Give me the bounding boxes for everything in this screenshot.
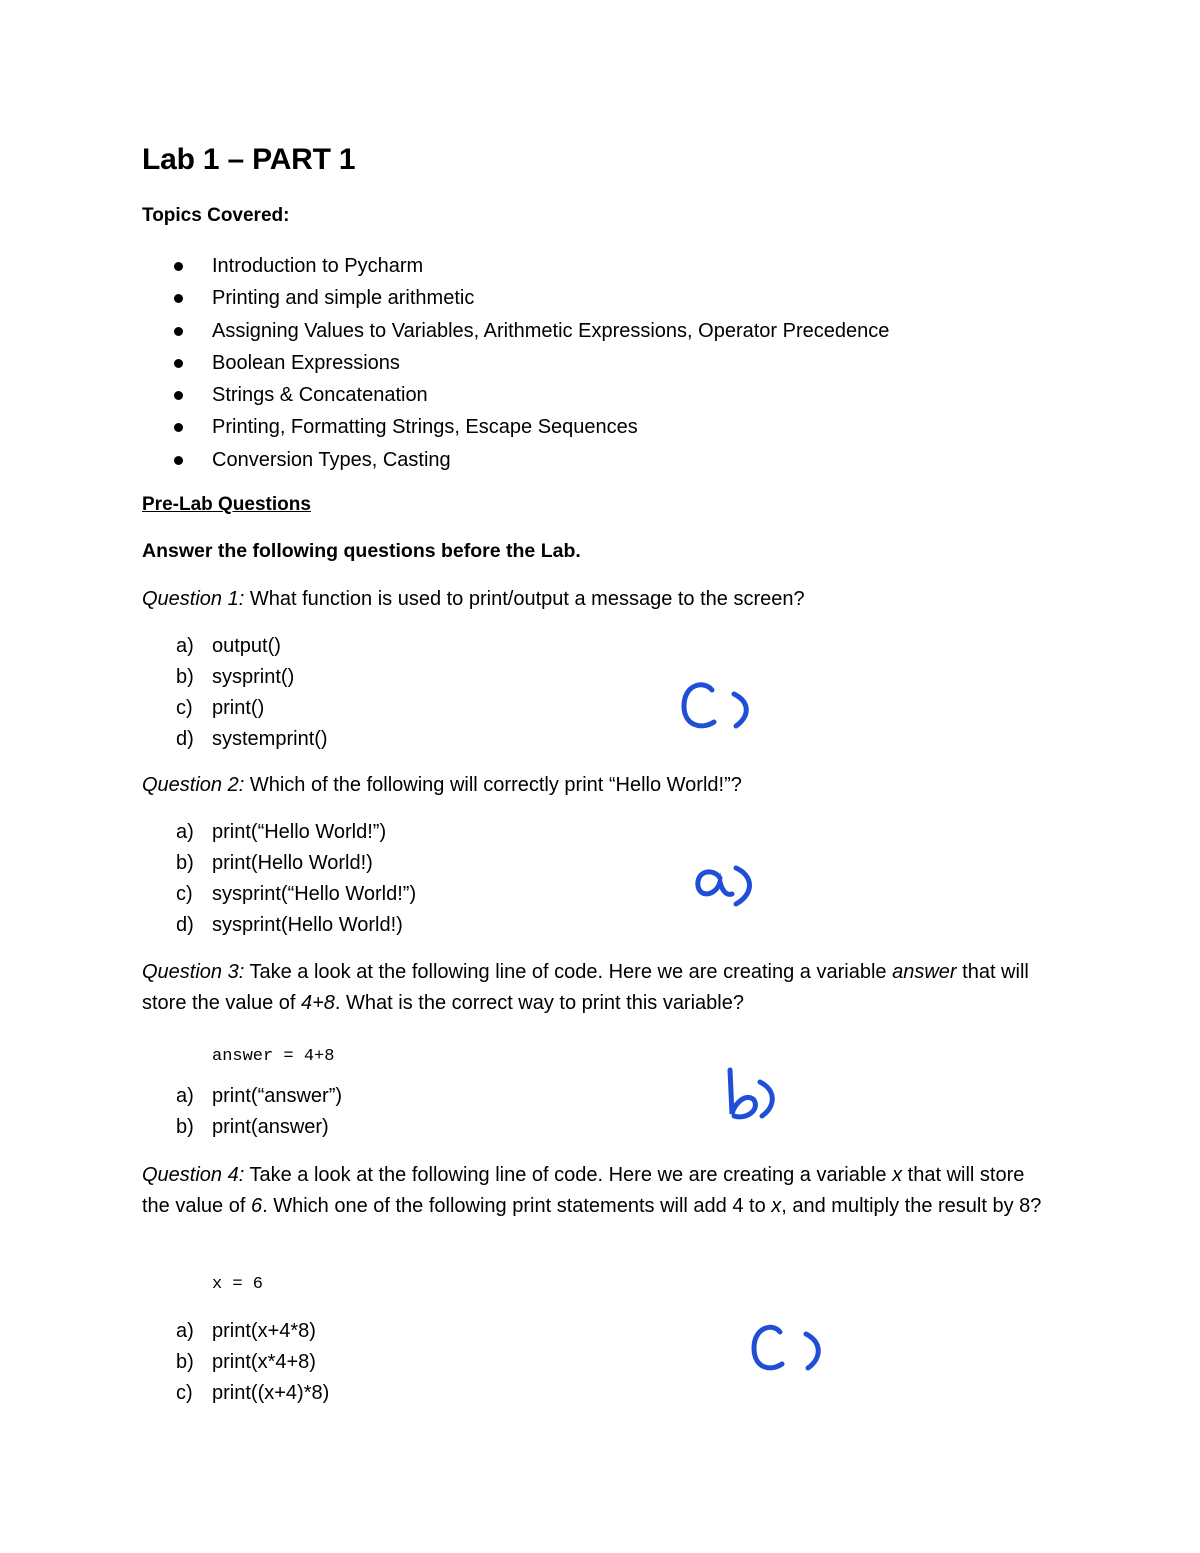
option-item: a) output() xyxy=(176,635,281,657)
handwritten-answer-b-icon xyxy=(716,1064,782,1126)
list-item: Assigning Values to Variables, Arithmetic Expressions, Operator Precedence xyxy=(168,315,889,347)
option-item: a) print(“answer”) xyxy=(176,1085,343,1107)
topics-list xyxy=(168,250,889,476)
option-item: c) print((x+4)*8) xyxy=(176,1382,330,1404)
option-item: b) sysprint() xyxy=(176,666,295,688)
bullet-icon xyxy=(174,391,183,400)
list-item: Printing, Formatting Strings, Escape Sequences xyxy=(168,411,889,443)
question-4-options xyxy=(176,1316,329,1409)
question-1-text: Question 1: What function is used to print/output a message to the screen? xyxy=(142,588,805,610)
option-item: b) print(x*4+8) xyxy=(176,1351,316,1373)
prelab-instruction: Answer the following questions before the Lab. xyxy=(142,540,581,562)
page-title: Lab 1 – PART 1 xyxy=(142,143,356,176)
question-1-options xyxy=(176,631,328,755)
option-item: c) sysprint(“Hello World!”) xyxy=(176,883,417,905)
handwritten-answer-c-icon xyxy=(676,676,760,736)
list-item: Boolean Expressions xyxy=(168,347,889,379)
bullet-icon xyxy=(174,294,183,303)
bullet-icon xyxy=(174,456,183,465)
option-item: a) print(x+4*8) xyxy=(176,1320,316,1342)
prelab-heading: Pre-Lab Questions xyxy=(142,494,311,515)
code-line: answer = 4+8 xyxy=(212,1047,335,1066)
question-4-text: Question 4: Take a look at the following line of code. Here we are creating a variable x that will store the value of 6. Which one of the following print statements will add 4 to x, and multiply the result by 8? xyxy=(142,1164,1042,1217)
option-item: b) print(Hello World!) xyxy=(176,852,373,874)
bullet-icon xyxy=(174,423,183,432)
option-item: d) sysprint(Hello World!) xyxy=(176,914,403,936)
list-item: Introduction to Pycharm xyxy=(168,250,889,282)
handwritten-answer-c-icon xyxy=(746,1320,830,1378)
question-3-text: Question 3: Take a look at the following line of code. Here we are creating a variable answer that will store the value of 4+8. What is the correct way to print this variable? xyxy=(142,961,1029,1014)
topics-heading: Topics Covered: xyxy=(142,205,290,226)
list-item: Strings & Concatenation xyxy=(168,379,889,411)
bullet-icon xyxy=(174,327,183,336)
handwritten-answer-a-icon xyxy=(690,860,760,910)
question-2-options xyxy=(176,817,416,941)
list-item: Conversion Types, Casting xyxy=(168,444,889,476)
option-item: d) systemprint() xyxy=(176,728,328,750)
bullet-icon xyxy=(174,262,183,271)
option-item: a) print(“Hello World!”) xyxy=(176,821,387,843)
list-item: Printing and simple arithmetic xyxy=(168,282,889,314)
bullet-icon xyxy=(174,359,183,368)
code-line: x = 6 xyxy=(212,1275,264,1294)
option-item: b) print(answer) xyxy=(176,1116,329,1138)
option-item: c) print() xyxy=(176,697,265,719)
question-2-text: Question 2: Which of the following will correctly print “Hello World!”? xyxy=(142,774,742,796)
question-3-options xyxy=(176,1081,342,1143)
